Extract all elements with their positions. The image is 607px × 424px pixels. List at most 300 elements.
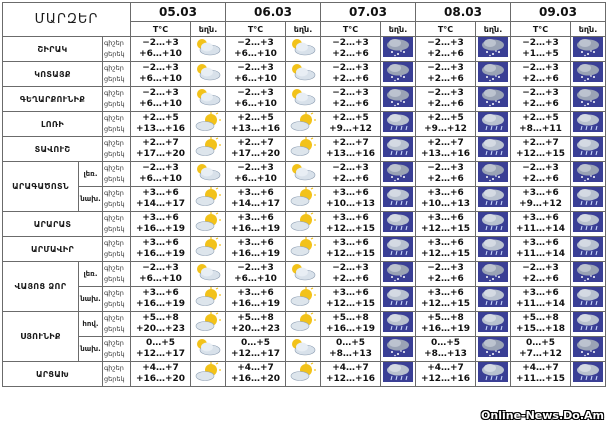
temperature-cell (226, 137, 286, 162)
night-temperature: +3…+6 (332, 188, 369, 198)
snow-cloud-icon (478, 42, 508, 61)
night-temperature: +3…+6 (522, 213, 559, 223)
snow-cloud-icon (573, 267, 603, 286)
day-temperature: +10…+13 (420, 199, 471, 209)
day-label: ցերեկ (104, 200, 125, 208)
night-label: գիշեր (104, 264, 124, 272)
region-row (3, 362, 606, 387)
region-row (3, 312, 606, 337)
night-temperature: +4…+7 (237, 363, 274, 373)
region-name: ԱՐԱՐԱՏ (3, 212, 103, 237)
day-temperature: +12…+15 (420, 299, 471, 309)
temperature-cell (226, 87, 286, 112)
temperature-cell (321, 112, 381, 137)
temperature-cell (321, 287, 381, 312)
day-temperature: +2…+6 (332, 274, 369, 284)
region-row (3, 287, 606, 312)
day-temperature: +6…+10 (234, 274, 277, 284)
night-temperature: −2…+3 (522, 263, 559, 273)
day-temperature: +9…+12 (519, 199, 562, 209)
day-temperature: +11…+14 (515, 224, 566, 234)
night-temperature: +3…+6 (427, 288, 464, 298)
day-temperature: +13…+16 (230, 124, 281, 134)
weather-cell (191, 87, 226, 112)
region-row (3, 37, 606, 62)
temperature-cell (416, 62, 476, 87)
day-temperature: +12…+15 (515, 149, 566, 159)
snow-cloud-icon (573, 67, 603, 86)
date-header: 06.03 (226, 3, 321, 22)
day-temperature: +8…+13 (329, 349, 372, 359)
region-name: ԱՐՄԱՎԻՐ (3, 237, 103, 262)
day-temperature: +13…+16 (420, 149, 471, 159)
day-temperature: +2…+6 (332, 74, 369, 84)
weather-cell (476, 337, 511, 362)
night-temperature: +3…+6 (142, 188, 179, 198)
temperature-cell (226, 362, 286, 387)
day-night-labels (103, 112, 131, 137)
weather-cell (571, 337, 606, 362)
temperature-cell (131, 312, 191, 337)
night-temperature: 0…+5 (145, 338, 176, 348)
weather-column-header: եղն. (381, 22, 416, 37)
day-temperature: +6…+10 (139, 174, 182, 184)
night-temperature: +3…+6 (522, 188, 559, 198)
night-temperature: −2…+3 (142, 88, 179, 98)
day-temperature: +9…+12 (329, 124, 372, 134)
weather-cell (476, 62, 511, 87)
weather-column-header: եղն. (191, 22, 226, 37)
day-temperature: +16…+19 (230, 249, 281, 259)
weather-cell (286, 312, 321, 337)
day-temperature: +12…+17 (135, 349, 186, 359)
day-night-labels (103, 87, 131, 112)
weather-cell (571, 237, 606, 262)
region-row (3, 237, 606, 262)
day-temperature: +16…+20 (135, 374, 186, 384)
temperature-cell (226, 62, 286, 87)
cloud-sun-icon (289, 167, 317, 186)
night-temperature: −2…+3 (427, 263, 464, 273)
rain-cloud-icon (383, 192, 413, 211)
sun-cloud-icon (194, 117, 222, 136)
temperature-cell (131, 162, 191, 187)
weather-cell (381, 212, 416, 237)
sun-cloud-icon (289, 217, 317, 236)
day-night-labels (103, 37, 131, 62)
temperature-cell (131, 212, 191, 237)
day-night-labels (103, 287, 131, 312)
region-row (3, 112, 606, 137)
rain-cloud-icon (478, 367, 508, 386)
weather-cell (286, 37, 321, 62)
day-temperature: +15…+18 (515, 324, 566, 334)
temperature-cell (226, 337, 286, 362)
date-header: 05.03 (131, 3, 226, 22)
region-name: ՇԻՐԱԿ (3, 37, 103, 62)
weather-cell (381, 337, 416, 362)
temperature-cell (131, 337, 191, 362)
day-temperature: +2…+6 (522, 174, 559, 184)
temperature-cell (511, 187, 571, 212)
night-temperature: 0…+5 (525, 338, 556, 348)
temperature-cell (416, 137, 476, 162)
rain-cloud-icon (383, 317, 413, 336)
night-label: գիշեր (104, 139, 124, 147)
temperature-cell (416, 337, 476, 362)
sun-cloud-icon (194, 292, 222, 311)
day-temperature: +2…+6 (427, 174, 464, 184)
night-temperature: +3…+6 (237, 213, 274, 223)
region-name: ԼՈՌԻ (3, 112, 103, 137)
day-temperature: +16…+19 (325, 324, 376, 334)
night-temperature: +2…+5 (142, 113, 179, 123)
snow-cloud-icon (383, 167, 413, 186)
temperature-cell (416, 87, 476, 112)
night-temperature: +3…+6 (237, 238, 274, 248)
weather-cell (571, 187, 606, 212)
day-label: ցերեկ (104, 275, 125, 283)
weather-cell (476, 112, 511, 137)
date-header: 07.03 (321, 3, 416, 22)
rain-cloud-icon (573, 192, 603, 211)
weather-cell (191, 362, 226, 387)
day-temperature: +6…+10 (139, 274, 182, 284)
night-temperature: −2…+3 (142, 163, 179, 173)
rain-cloud-icon (478, 192, 508, 211)
temperature-cell (226, 162, 286, 187)
region-name: ՎԱՅՈՑ ՁՈՐ (3, 262, 79, 312)
snow-cloud-icon (383, 342, 413, 361)
day-night-labels (103, 162, 131, 187)
rain-cloud-icon (573, 117, 603, 136)
weather-column-header: եղն. (476, 22, 511, 37)
temperature-cell (321, 87, 381, 112)
day-temperature: +6…+10 (139, 99, 182, 109)
night-temperature: −2…+3 (427, 38, 464, 48)
rain-cloud-icon (383, 142, 413, 161)
weather-cell (476, 162, 511, 187)
temperature-cell (416, 312, 476, 337)
snow-cloud-icon (383, 267, 413, 286)
temperature-cell (416, 162, 476, 187)
sun-cloud-icon (194, 192, 222, 211)
day-temperature: +2…+6 (522, 99, 559, 109)
night-temperature: +3…+6 (142, 213, 179, 223)
night-label: գիշեր (104, 239, 124, 247)
temperature-cell (511, 287, 571, 312)
temperature-cell (511, 237, 571, 262)
day-label: ցերեկ (104, 175, 125, 183)
night-temperature: −2…+3 (332, 88, 369, 98)
weather-cell (476, 87, 511, 112)
temperature-cell (131, 62, 191, 87)
night-temperature: −2…+3 (427, 163, 464, 173)
cloud-sun-icon (194, 92, 222, 111)
weather-cell (381, 237, 416, 262)
sun-cloud-icon (289, 142, 317, 161)
weather-cell (476, 312, 511, 337)
day-temperature: +16…+19 (230, 224, 281, 234)
day-temperature: +20…+23 (135, 324, 186, 334)
weather-cell (571, 62, 606, 87)
weather-cell (381, 362, 416, 387)
snow-cloud-icon (478, 167, 508, 186)
rain-cloud-icon (478, 117, 508, 136)
temperature-cell (416, 187, 476, 212)
day-temperature: +12…+15 (325, 299, 376, 309)
night-label: գիշեր (104, 39, 124, 47)
rain-cloud-icon (573, 317, 603, 336)
temperature-cell (226, 212, 286, 237)
day-temperature: +13…+16 (325, 149, 376, 159)
region-row (3, 162, 606, 187)
weather-cell (286, 212, 321, 237)
rain-cloud-icon (478, 292, 508, 311)
night-temperature: −2…+3 (237, 163, 274, 173)
day-night-labels (103, 137, 131, 162)
temperature-cell (511, 362, 571, 387)
weather-cell (191, 262, 226, 287)
day-temperature: +16…+19 (135, 299, 186, 309)
weather-cell (571, 362, 606, 387)
night-temperature: +3…+6 (332, 213, 369, 223)
temperature-cell (226, 312, 286, 337)
weather-cell (191, 37, 226, 62)
snow-cloud-icon (383, 42, 413, 61)
cloud-sun-icon (194, 42, 222, 61)
rain-cloud-icon (573, 242, 603, 261)
weather-cell (286, 187, 321, 212)
night-temperature: −2…+3 (332, 38, 369, 48)
day-label: ցերեկ (104, 50, 125, 58)
temperature-cell (416, 212, 476, 237)
rain-cloud-icon (573, 292, 603, 311)
weather-cell (476, 137, 511, 162)
subregion-label: հով. (79, 312, 103, 337)
subregion-label: լեռ. (79, 262, 103, 287)
weather-cell (191, 187, 226, 212)
weather-cell (571, 87, 606, 112)
temperature-cell (416, 262, 476, 287)
sun-cloud-icon (194, 317, 222, 336)
weather-cell (571, 287, 606, 312)
temperature-cell (226, 262, 286, 287)
temperature-cell (226, 287, 286, 312)
day-temperature: +2…+6 (332, 49, 369, 59)
temperature-cell (416, 362, 476, 387)
day-label: ցերեկ (104, 150, 125, 158)
subregion-label: նախ. (79, 337, 103, 362)
temperature-cell (511, 62, 571, 87)
day-temperature: +2…+6 (522, 274, 559, 284)
day-temperature: +2…+6 (427, 99, 464, 109)
weather-cell (571, 162, 606, 187)
temperature-cell (321, 312, 381, 337)
night-temperature: +3…+6 (142, 238, 179, 248)
snow-cloud-icon (573, 342, 603, 361)
day-temperature: +6…+10 (234, 99, 277, 109)
rain-cloud-icon (383, 367, 413, 386)
day-temperature: +12…+16 (420, 374, 471, 384)
night-temperature: +5…+8 (237, 313, 274, 323)
weather-cell (381, 287, 416, 312)
weather-cell (286, 337, 321, 362)
night-temperature: +2…+7 (142, 138, 179, 148)
date-header: 08.03 (416, 3, 511, 22)
night-label: գիշեր (104, 289, 124, 297)
snow-cloud-icon (478, 67, 508, 86)
night-label: գիշեր (104, 214, 124, 222)
rain-cloud-icon (383, 242, 413, 261)
night-temperature: +3…+6 (332, 238, 369, 248)
weather-column-header: եղն. (286, 22, 321, 37)
temperature-cell (131, 87, 191, 112)
region-name: ԳԵՂԱՐՔՈՒՆԻՔ (3, 87, 103, 112)
weather-cell (381, 162, 416, 187)
temperature-cell (321, 62, 381, 87)
temperature-cell (416, 287, 476, 312)
rain-cloud-icon (383, 117, 413, 136)
night-label: գիշեր (104, 339, 124, 347)
weather-cell (191, 162, 226, 187)
day-night-labels (103, 312, 131, 337)
day-temperature: +16…+19 (135, 224, 186, 234)
snow-cloud-icon (478, 267, 508, 286)
cloud-sun-icon (194, 67, 222, 86)
day-temperature: +20…+23 (230, 324, 281, 334)
day-night-labels (103, 337, 131, 362)
temperature-cell (416, 37, 476, 62)
weather-cell (191, 287, 226, 312)
temperature-cell (321, 162, 381, 187)
day-temperature: +14…+17 (230, 199, 281, 209)
night-temperature: +3…+6 (522, 238, 559, 248)
sun-cloud-icon (194, 367, 222, 386)
snow-cloud-icon (478, 342, 508, 361)
night-temperature: +2…+7 (522, 138, 559, 148)
night-temperature: +5…+8 (427, 313, 464, 323)
weather-cell (476, 262, 511, 287)
day-temperature: +12…+17 (230, 349, 281, 359)
day-temperature: +11…+14 (515, 249, 566, 259)
weather-cell (381, 37, 416, 62)
day-temperature: +6…+10 (139, 74, 182, 84)
rain-cloud-icon (573, 367, 603, 386)
night-temperature: −2…+3 (332, 63, 369, 73)
temp-column-header: T°C (321, 22, 381, 37)
forecast-table (2, 2, 606, 387)
night-temperature: +3…+6 (427, 188, 464, 198)
sun-cloud-icon (289, 292, 317, 311)
day-label: ցերեկ (104, 125, 125, 133)
night-temperature: +2…+5 (522, 113, 559, 123)
rain-cloud-icon (478, 317, 508, 336)
weather-cell (191, 212, 226, 237)
temperature-cell (131, 362, 191, 387)
temperature-cell (321, 362, 381, 387)
sun-cloud-icon (289, 317, 317, 336)
region-name: ՏԱՎՈՒՇ (3, 137, 103, 162)
weather-cell (571, 312, 606, 337)
temp-column-header: T°C (416, 22, 476, 37)
day-temperature: +12…+16 (325, 374, 376, 384)
day-label: ցերեկ (104, 225, 125, 233)
night-label: գիշեր (104, 114, 124, 122)
night-label: գիշեր (104, 89, 124, 97)
night-temperature: +2…+7 (332, 138, 369, 148)
night-temperature: +5…+8 (332, 313, 369, 323)
day-temperature: +17…+20 (135, 149, 186, 159)
day-night-labels (103, 262, 131, 287)
temperature-cell (511, 87, 571, 112)
weather-cell (381, 62, 416, 87)
temperature-cell (226, 237, 286, 262)
region-row (3, 137, 606, 162)
night-temperature: +2…+5 (332, 113, 369, 123)
night-temperature: −2…+3 (237, 38, 274, 48)
day-temperature: +16…+19 (420, 324, 471, 334)
weather-cell (191, 137, 226, 162)
weather-cell (476, 187, 511, 212)
weather-cell (476, 362, 511, 387)
cloud-sun-icon (194, 342, 222, 361)
weather-cell (476, 212, 511, 237)
day-temperature: +13…+16 (135, 124, 186, 134)
weather-cell (191, 237, 226, 262)
day-temperature: +6…+10 (234, 74, 277, 84)
weather-cell (191, 62, 226, 87)
temperature-cell (321, 137, 381, 162)
night-temperature: −2…+3 (142, 38, 179, 48)
day-temperature: +11…+15 (515, 374, 566, 384)
temperature-cell (321, 37, 381, 62)
rain-cloud-icon (383, 217, 413, 236)
night-temperature: −2…+3 (237, 88, 274, 98)
night-label: գիշեր (104, 64, 124, 72)
temperature-cell (511, 37, 571, 62)
weather-cell (191, 337, 226, 362)
weather-cell (191, 312, 226, 337)
night-label: գիշեր (104, 164, 124, 172)
temperature-cell (131, 112, 191, 137)
temperature-cell (511, 312, 571, 337)
sun-cloud-icon (194, 142, 222, 161)
day-label: ցերեկ (104, 350, 125, 358)
night-temperature: 0…+5 (240, 338, 271, 348)
night-temperature: +2…+7 (427, 138, 464, 148)
day-temperature: +6…+10 (234, 174, 277, 184)
sun-cloud-icon (289, 242, 317, 261)
night-temperature: −2…+3 (427, 88, 464, 98)
sun-cloud-icon (194, 242, 222, 261)
cloud-sun-icon (289, 42, 317, 61)
weather-cell (286, 87, 321, 112)
weather-cell (571, 112, 606, 137)
day-temperature: +12…+15 (325, 224, 376, 234)
region-name: ԱՐՑԱԽ (3, 362, 103, 387)
snow-cloud-icon (573, 42, 603, 61)
temp-column-header: T°C (511, 22, 571, 37)
region-row (3, 262, 606, 287)
weather-cell (381, 87, 416, 112)
night-temperature: +4…+7 (142, 363, 179, 373)
snow-cloud-icon (383, 67, 413, 86)
cloud-sun-icon (194, 167, 222, 186)
cloud-sun-icon (289, 342, 317, 361)
weather-cell (476, 37, 511, 62)
temperature-cell (511, 262, 571, 287)
